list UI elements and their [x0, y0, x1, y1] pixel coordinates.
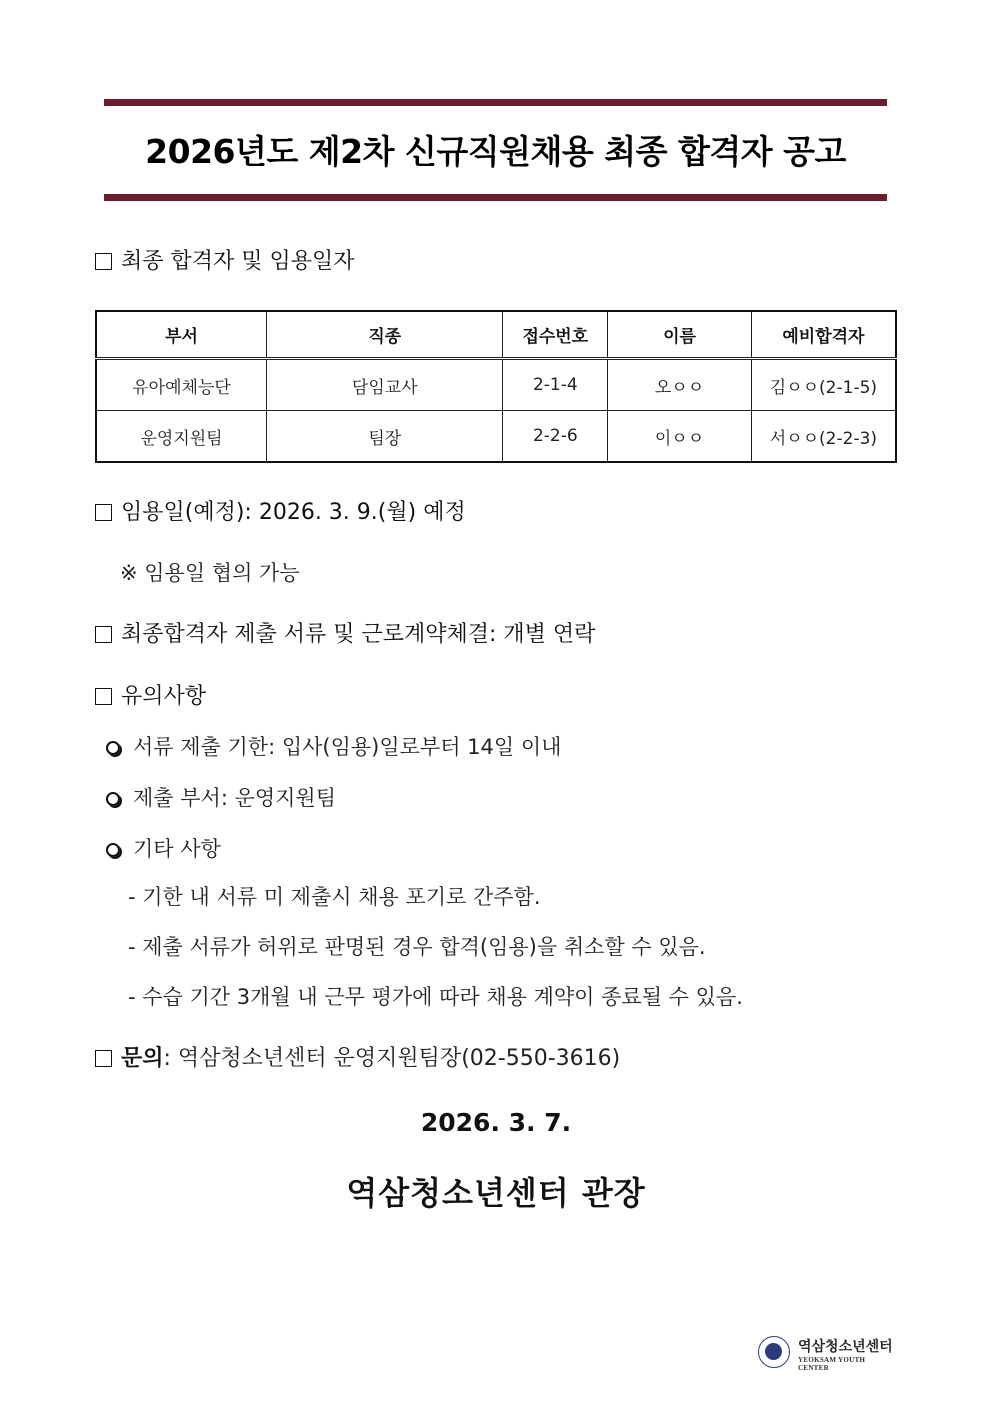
- table-header-row: [96, 311, 896, 359]
- list-item: [106, 731, 561, 761]
- title-top-rule: [104, 99, 887, 106]
- table-header-cell: 이름: [608, 311, 752, 359]
- list-item-text: 서류 제출 기한: 입사(임용)일로부터 14일 이내: [133, 735, 562, 759]
- circle-bullet-icon: [106, 843, 120, 857]
- table-cell: 김ㅇㅇ(2-1-5): [751, 359, 896, 411]
- table-cell: 서ㅇㅇ(2-2-3): [751, 411, 896, 463]
- section-appointment-date: [95, 495, 466, 526]
- section-notes: [95, 679, 206, 710]
- table-cell: 2-2-6: [503, 411, 608, 463]
- checkbox-square-icon: [95, 504, 112, 521]
- list-item-text: 기타 사항: [133, 837, 221, 861]
- section-label: 임용일(예정): 2026. 3. 9.(월) 예정: [121, 500, 466, 525]
- sub-list-item: - 제출 서류가 허위로 판명된 경우 합격(임용)을 취소할 수 있음.: [128, 935, 706, 959]
- center-logo: [758, 1336, 898, 1370]
- section-label: 최종 합격자 및 임용일자: [121, 249, 355, 274]
- table-row: [96, 411, 896, 463]
- emblem-icon: [758, 1336, 790, 1368]
- logo-name-ko: 역삼청소년센터: [798, 1339, 893, 1355]
- table-cell: 유아예체능단: [96, 359, 267, 411]
- sub-list-item: - 기한 내 서류 미 제출시 채용 포기로 간주함.: [128, 885, 541, 909]
- table-header-cell: 직종: [267, 311, 503, 359]
- list-item: [106, 833, 221, 863]
- list-item-text: 제출 부서: 운영지원팀: [133, 786, 336, 810]
- page-title: 2026년도 제2차 신규직원채용 최종 합격자 공고: [145, 132, 846, 171]
- table-cell: 담임교사: [267, 359, 503, 411]
- checkbox-square-icon: [95, 1050, 112, 1067]
- section-label: 최종합격자 제출 서류 및 근로계약체결: 개별 연락: [121, 622, 596, 647]
- checkbox-square-icon: [95, 688, 112, 705]
- table-header-cell: 예비합격자: [751, 311, 896, 359]
- table-cell: 2-1-4: [503, 359, 608, 411]
- title-bottom-rule: [104, 194, 887, 201]
- checkbox-square-icon: [95, 626, 112, 643]
- section-documents-contract: [95, 617, 595, 648]
- table-cell: 운영지원팀: [96, 411, 267, 463]
- signature: 역삼청소년센터 관장: [346, 1174, 646, 1212]
- table-cell: 팀장: [267, 411, 503, 463]
- section-final-applicants: [95, 244, 355, 275]
- appointment-note: ※ 임용일 협의 가능: [120, 561, 300, 585]
- circle-bullet-icon: [106, 792, 120, 806]
- table-cell: 오ㅇㅇ: [608, 359, 752, 411]
- applicants-table: [95, 310, 897, 463]
- list-item: [106, 782, 336, 812]
- inquiry-label: 문의: [121, 1046, 164, 1071]
- checkbox-square-icon: [95, 253, 112, 270]
- announcement-date: 2026. 3. 7.: [420, 1108, 572, 1137]
- table-header-cell: 접수번호: [503, 311, 608, 359]
- sub-list-item: - 수습 기간 3개월 내 근무 평가에 따라 채용 계약이 종료될 수 있음.: [128, 985, 743, 1009]
- table-cell: 이ㅇㅇ: [608, 411, 752, 463]
- table-row: [96, 359, 896, 411]
- section-inquiry: [95, 1041, 620, 1072]
- section-label: 유의사항: [121, 684, 207, 709]
- circle-bullet-icon: [106, 741, 120, 755]
- table-header-cell: 부서: [96, 311, 267, 359]
- inquiry-contact: : 역삼청소년센터 운영지원팀장(02-550-3616): [163, 1046, 621, 1071]
- logo-name-en: YEOKSAM YOUTH CENTER: [798, 1356, 866, 1372]
